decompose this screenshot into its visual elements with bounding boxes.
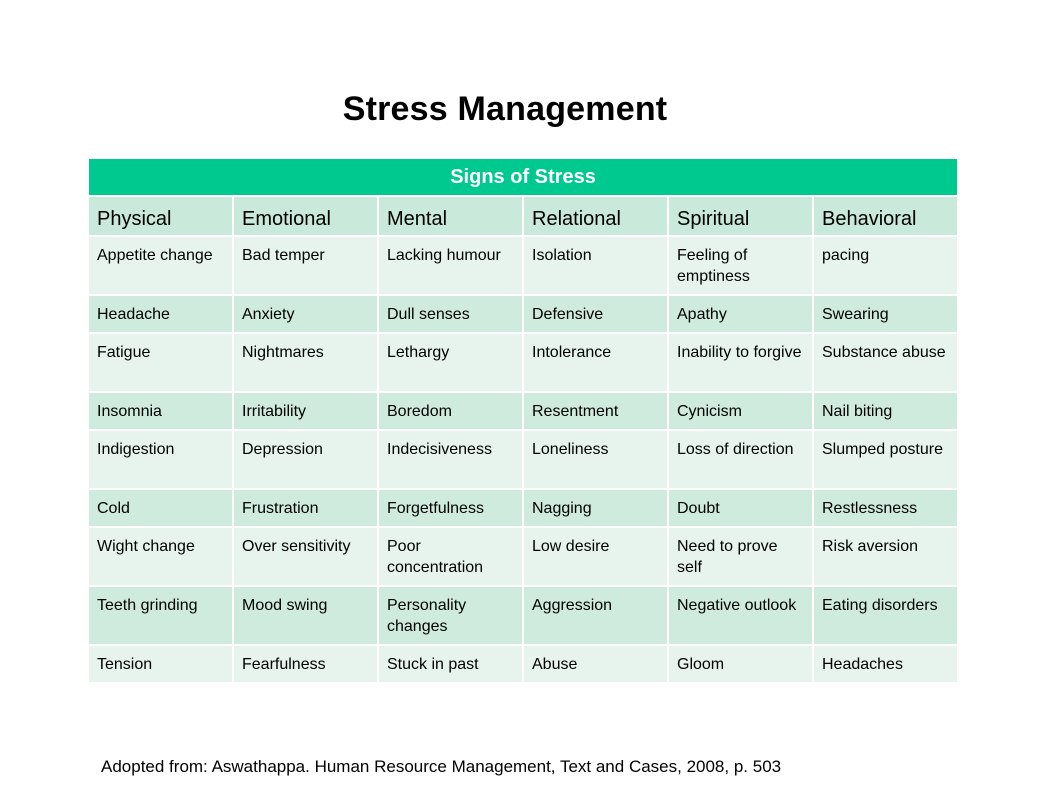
table-cell: Nail biting bbox=[813, 392, 958, 430]
slide-title: Stress Management bbox=[342, 90, 668, 128]
table-cell: Stuck in past bbox=[378, 645, 523, 683]
column-header-mental: Mental bbox=[378, 196, 523, 236]
table-row bbox=[88, 527, 958, 586]
table-cell: Fatigue bbox=[88, 333, 233, 392]
table-row bbox=[88, 236, 958, 295]
table-cell: Apathy bbox=[668, 295, 813, 333]
table-cell: Bad temper bbox=[233, 236, 378, 295]
table-cell: Boredom bbox=[378, 392, 523, 430]
table-row bbox=[88, 295, 958, 333]
table-cell: Slumped posture bbox=[813, 430, 958, 489]
table-cell: Headaches bbox=[813, 645, 958, 683]
table-cell: Loneliness bbox=[523, 430, 668, 489]
table-row bbox=[88, 430, 958, 489]
table-cell: Teeth grinding bbox=[88, 586, 233, 645]
table-cell: Depression bbox=[233, 430, 378, 489]
source-citation: Adopted from: Aswathappa. Human Resource Management, Text and Cases, 2008, p. 503 bbox=[101, 757, 782, 776]
table-cell: Low desire bbox=[523, 527, 668, 586]
table-cell: Poor concentration bbox=[378, 527, 523, 586]
table-cell: Personality changes bbox=[378, 586, 523, 645]
table-header-row bbox=[88, 196, 958, 236]
table-cell: Indecisiveness bbox=[378, 430, 523, 489]
table-cell: Risk aversion bbox=[813, 527, 958, 586]
table-cell: Headache bbox=[88, 295, 233, 333]
table-cell: Over sensitivity bbox=[233, 527, 378, 586]
column-header-relational: Relational bbox=[523, 196, 668, 236]
table-banner-row bbox=[88, 158, 958, 196]
table-cell: Lacking humour bbox=[378, 236, 523, 295]
table-row bbox=[88, 333, 958, 392]
table-banner: Signs of Stress bbox=[88, 158, 958, 196]
table-row bbox=[88, 645, 958, 683]
table-cell: Nightmares bbox=[233, 333, 378, 392]
table-cell: Need to prove self bbox=[668, 527, 813, 586]
table-cell: Frustration bbox=[233, 489, 378, 527]
table-cell: Insomnia bbox=[88, 392, 233, 430]
table-cell: Cold bbox=[88, 489, 233, 527]
table-cell: Indigestion bbox=[88, 430, 233, 489]
table-cell: Intolerance bbox=[523, 333, 668, 392]
table-cell: Irritability bbox=[233, 392, 378, 430]
table-cell: Appetite change bbox=[88, 236, 233, 295]
table-cell: Eating disorders bbox=[813, 586, 958, 645]
table-cell: Feeling of emptiness bbox=[668, 236, 813, 295]
table-cell: Wight change bbox=[88, 527, 233, 586]
table-row bbox=[88, 586, 958, 645]
table-cell: Aggression bbox=[523, 586, 668, 645]
table-cell: Cynicism bbox=[668, 392, 813, 430]
table-cell: Anxiety bbox=[233, 295, 378, 333]
table-cell: Gloom bbox=[668, 645, 813, 683]
table-cell: Inability to forgive bbox=[668, 333, 813, 392]
table-cell: Lethargy bbox=[378, 333, 523, 392]
table-cell: Loss of direction bbox=[668, 430, 813, 489]
table-cell: Abuse bbox=[523, 645, 668, 683]
column-header-behavioral: Behavioral bbox=[813, 196, 958, 236]
table-cell: Doubt bbox=[668, 489, 813, 527]
column-header-emotional: Emotional bbox=[233, 196, 378, 236]
signs-of-stress-table bbox=[87, 157, 959, 684]
table-row bbox=[88, 392, 958, 430]
table-cell: Isolation bbox=[523, 236, 668, 295]
table-row bbox=[88, 489, 958, 527]
column-header-spiritual: Spiritual bbox=[668, 196, 813, 236]
table-cell: Dull senses bbox=[378, 295, 523, 333]
table-cell: Substance abuse bbox=[813, 333, 958, 392]
table-cell: Negative outlook bbox=[668, 586, 813, 645]
table-cell: Resentment bbox=[523, 392, 668, 430]
table-cell: Forgetfulness bbox=[378, 489, 523, 527]
table-cell: Defensive bbox=[523, 295, 668, 333]
table-cell: Tension bbox=[88, 645, 233, 683]
table-cell: Mood swing bbox=[233, 586, 378, 645]
table-cell: Restlessness bbox=[813, 489, 958, 527]
signs-of-stress-table-container bbox=[87, 157, 957, 684]
column-header-physical: Physical bbox=[88, 196, 233, 236]
table-cell: Nagging bbox=[523, 489, 668, 527]
table-cell: Fearfulness bbox=[233, 645, 378, 683]
table-cell: pacing bbox=[813, 236, 958, 295]
table-cell: Swearing bbox=[813, 295, 958, 333]
